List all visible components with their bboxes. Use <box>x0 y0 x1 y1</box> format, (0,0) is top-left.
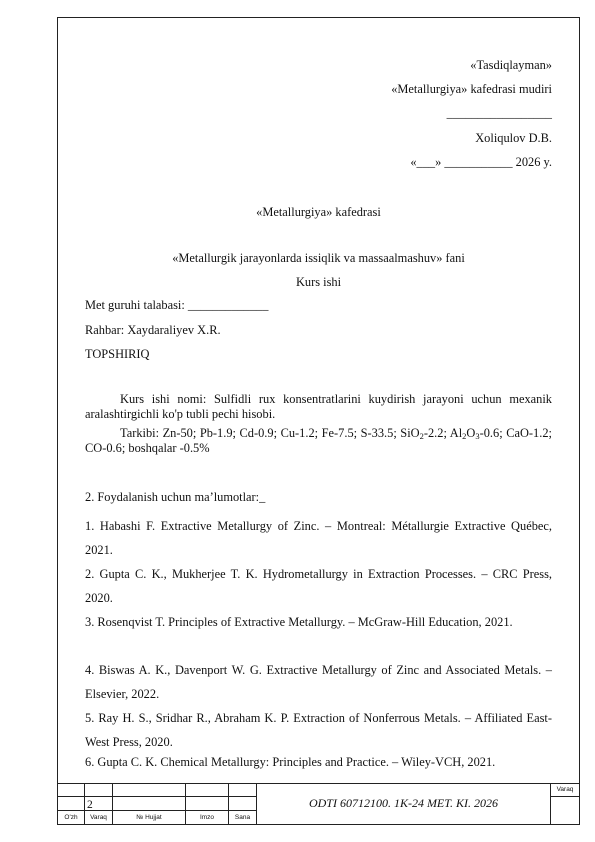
student-line: Met guruhi talabasi: _____________ <box>85 298 269 312</box>
composition: Tarkibi: Zn-50; Pb-1.9; Cd-0.9; Cu-1.2; Fe-7.5; S-33.5; SiO$_2$-2.2; $Al_2O_3-0.6$; CaO-1.2; CO-0.6; boshqalar -0.5% <box>85 426 552 455</box>
supervisor-line: Rahbar: Xaydaraliyev X.R. <box>85 323 221 337</box>
approval-title: «Tasdiqlayman» <box>470 58 552 72</box>
reference-item: 3. Rosenqvist T. Principles of Extractive Metallurgy. – McGraw-Hill Education, 2021. <box>85 615 513 629</box>
document-code: ODTI 60712100. 1K-24 MET. KI. 2026 <box>308 796 499 810</box>
stamp-block <box>57 783 580 825</box>
department-name: «Metallurgiya» kafedrasi <box>256 205 381 219</box>
reference-item: 4. Biswas A. K., Davenport W. G. Extractive Metallurgy of Zinc and Associated Metals. – Elsevier, 2022. <box>85 663 552 701</box>
work-type: Kurs ishi <box>295 275 342 289</box>
task-name: Kurs ishi nomi: Sulfidli rux konsentratlarini kuydirish jarayoni uchun mexanik aralashtirgichli ko'p tubli pechi hisobi. <box>85 392 552 421</box>
stamp-col-varaq: Varaq <box>90 814 107 821</box>
sheet-number: 2 <box>87 799 93 811</box>
approval-signature-line: _________________ <box>446 106 552 120</box>
approval-name: Xoliqulov D.B. <box>475 131 552 145</box>
reference-item: 1. Habashi F. Extractive Metallurgy of Zinc. – Montreal: Métallurgie Extractive Québec, 2021. <box>85 519 552 557</box>
reference-item: 6. Gupta C. K. Chemical Metallurgy: Principles and Practice. – Wiley-VCH, 2021. <box>85 755 496 769</box>
stamp-varaq-label: Varaq <box>556 786 574 793</box>
task-heading: TOPSHIRIQ <box>85 347 150 361</box>
approval-head: «Metallurgiya» kafedrasi mudiri <box>391 82 552 96</box>
subject-name: «Metallurgik jarayonlarda issiqlik va massaalmashuv» fani <box>172 251 465 265</box>
reference-item: 2. Gupta C. K., Mukherjee T. K. Hydrometallurgy in Extraction Processes. – CRC Press, 2020. <box>85 567 552 605</box>
stamp-col-imzo: Imzo <box>199 814 215 821</box>
references-heading: 2. Foydalanish uchun ma’lumotlar:_ <box>85 490 266 504</box>
stamp-col-sana: Sana <box>234 814 251 821</box>
reference-item: 5. Ray H. S., Sridhar R., Abraham K. P. Extraction of Nonferrous Metals. – Affiliated East-West Press, 2020. <box>85 711 552 749</box>
approval-date: «___» ___________ 2026 y. <box>410 155 552 169</box>
stamp-col-ozh: O'zh <box>64 814 78 821</box>
stamp-col-hujjat: № Hujjat <box>136 814 162 821</box>
